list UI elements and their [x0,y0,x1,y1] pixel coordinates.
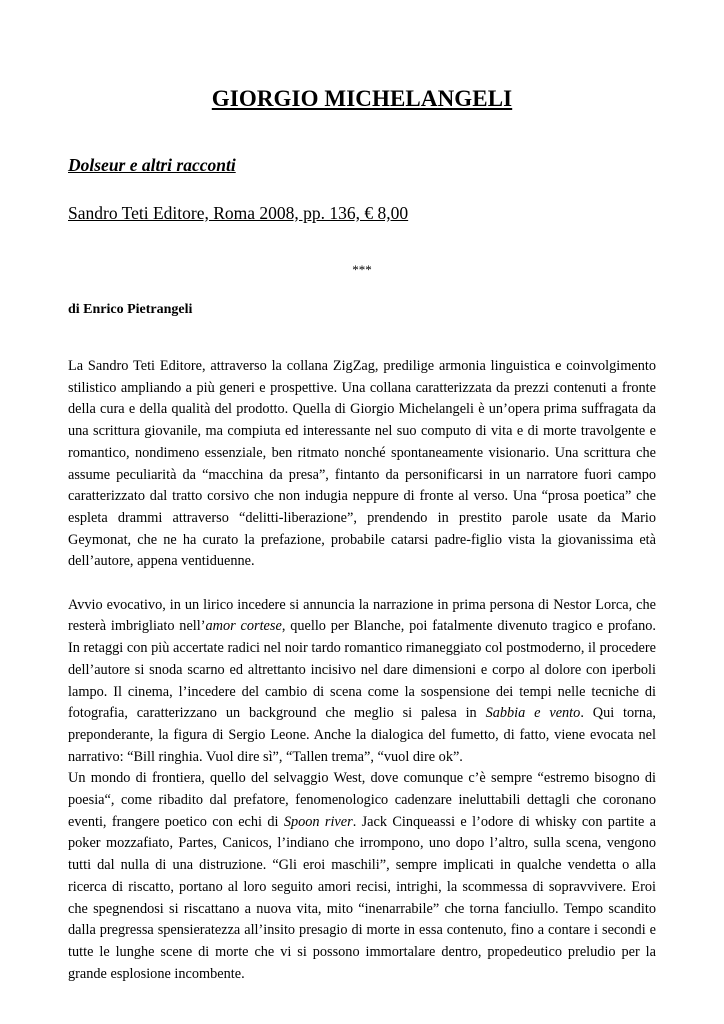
paragraph-2-text-c: , quello per Blanche, poi fatalmente divenuto tragico e profano. In retaggi con più accertate radici nel noir tardo romantico rimaneggiato col postmoderno, il procedere dell’autore si snoda scarno ed altrettanto incisivo nel dare dimensioni e corpo al dolore con iperboli lampo. Il cinema, l’incedere del cambio di scena come la sospensione dei tempi nelle tecniche di fotografia, caratterizzano un background che meglio si palesa in [68,618,656,722]
paragraph-3-text-c: . Jack Cinqueassi e l’odore di whisky con partite a poker mozzafiato, Partes, Canicos, l’indiano che irrompono, uno dopo l’altro, sulla scena, vengono tutti dal nulla di una distruzione. “Gli eroi maschili”, sempre implicati in qualche vendetta o alla ricerca di riscatto, portano al loro seguito amori recisi, intrighi, la scommessa di sopravvivere. Eroi che spegnendosi si riscattano a nuova vita, mito “inenarrabile” che torna fanciullo. Tempo scandito dalla pregressa spensieratezza all’insito presagio di morte in essa contenuto, fino a contare i secondi e tutte le lunghe scene di morte che vi si possono immortalare dentro, propedeutico preludio per la grande esplosione incombente. [68,813,657,982]
paragraph-3-text-a: Un mondo di frontiera, quello del selvaggio West, dove comunque c’è sempre “estremo bisogno di poesia“, come ribadito dal prefatore, fenomenologico cadenzare ineluttabili dettagli che coronano eventi, frangere poetico con echi di [68,770,656,830]
section-separator: *** [352,262,372,277]
book-title: Dolseur e altri racconti [68,155,236,175]
paragraph-2-italic-d: Sabbia e vento [485,705,581,722]
paragraph-1: La Sandro Teti Editore, attraverso la collana ZigZag, predilige armonia linguistica e coinvolgimento stilistico ampliando a più generi e prospettive. Una collana caratterizzata da prezzi contenuti a fronte della cura e della qualità del prodotto. Quella di Giorgio Michelangeli è un’opera prima suffragata da una scrittura giovanile, ma compiuta ed interessante nel suo computo di vita e di morte travolgente e romantico, nondimeno essenziale, ben ritmato nonché spontaneamente visionario. Una scrittura che assume peculiarità da “macchina da presa”, fintanto da personificarsi in un narratore fuori campo caratterizzato dal tratto corsivo che non indugia neppure di fronte al verso. Una “prosa poetica” che espleta drammi attraverso “delitti-liberazione”, prendendo in prestito parole usate da Mario Geymonat, che ne ha curato la prefazione, probabile catarsi padre-figlio vista la giovanissima età dell’autore, appena ventiduenne. [68,358,656,570]
paragraph-2-text-e: . Qui torna, preponderante, la figura di Sergio Leone. Anche la dialogica del fumetto, di fatto, viene evocata nel narrativo: “Bill ringhia. Vuol dire sì”, “Tallen trema”, “vuol dire ok”. [68,705,657,765]
review-body [68,356,656,985]
paragraph-2 [68,595,656,769]
author-name-title: GIORGIO MICHELANGELI [211,86,513,111]
review-author: di Enrico Pietrangeli [68,302,193,317]
paragraph-3 [68,768,656,985]
document-page [68,0,656,1024]
publisher-info: Sandro Teti Editore, Roma 2008, pp. 136, € 8,00 [68,203,409,223]
paragraph-3-italic-b: Spoon river [283,813,353,830]
paragraph-2-italic-b: amor cortese [205,618,282,635]
paragraph-2-text-a: Avvio evocativo, in un lirico incedere si annuncia la narrazione in prima persona di Nestor Lorca, che resterà imbrigliato nell’ [68,596,656,635]
